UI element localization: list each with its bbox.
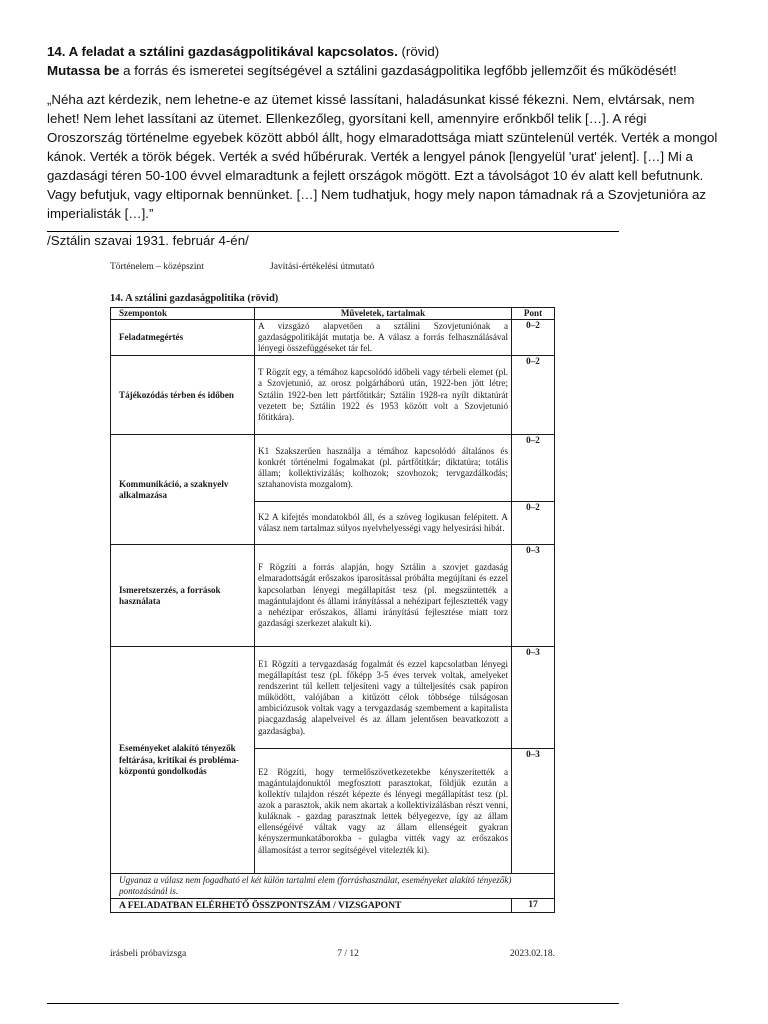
scan-footer — [110, 949, 555, 959]
table-row — [111, 356, 555, 435]
table-row — [111, 320, 555, 356]
row-content: A vizsgázó alapvetően a sztálini Szovjetuniónak a gazdaságpolitikáját mutatja be. A válasz a forrás felhasználásával lényegi összefüggéseket tár fel. — [255, 320, 512, 356]
scan-header-left: Történelem – középszint — [110, 262, 204, 272]
task-instruction-rest: a forrás és ismeretei segítségével a sztálini gazdaságpolitika legfőbb jellemzőit és működését! — [119, 63, 677, 78]
table-total-row — [111, 899, 555, 913]
row-criteria: Ismeretszerzés, a források használata — [111, 545, 255, 647]
task-title — [47, 42, 722, 61]
table-row — [111, 545, 555, 647]
task-text-block — [47, 42, 722, 250]
table-header-row — [111, 308, 555, 320]
col-content-header: Műveletek, tartalmak — [255, 308, 512, 320]
row-points: 0–2 — [512, 502, 555, 545]
task-title-rest: (rövid) — [397, 44, 440, 59]
row-criteria: Tájékozódás térben és időben — [111, 356, 255, 435]
footer-page-number: 7 / 12 — [337, 949, 359, 959]
col-points-header: Pont — [512, 308, 555, 320]
row-content: E2 Rögzíti, hogy termelőszövetkezetekbe kényszerítették a magántulajdonuktól megfosztott parasztokat, földjük ezután a kollektív tulajdon részét képezte és lényegi megállapítást tesz (pl. azok a parasztok, akik nem akartak a kollektivizálásban részt venni, kuláknak - gazdag parasztnak lettek bélyegezve, így az állam ellenségéivé váltak vagy az állam ellenségeit gyakran kényszermunkatáborokba - gulagba vitték vagy az erőszakos államosítást a terror segítségével vitelezték ki). — [255, 749, 512, 874]
scoring-table — [110, 307, 555, 913]
row-points: 0–2 — [512, 435, 555, 502]
divider-line-top — [47, 231, 619, 232]
row-content: K1 Szakszerűen használja a témához kapcsolódó általános és konkrét történelmi fogalmakat (pl. pártfőtitkár; diktatúra; totális állam; kollektivizálás; kolhozok; szovhozok; tervgazdálkodás; sztahanovista mozgalom). — [255, 435, 512, 502]
scan-header-right: Javítási-értékelési útmutató — [270, 262, 375, 272]
source-quote: „Néha azt kérdezik, nem lehetne-e az ütemet kissé lassítani, haladásunkat kissé fékezni. Nem, elvtársak, nem lehet! Nem lehet lassítani az ütemet. Ellenkezőleg, gyorsítani kell, amennyire erőnkből telik […]. A régi Oroszország történelme egyebek között abból állt, hogy elmaradottsága miatt szüntelenül verték. Verték a mongol kánok. Verték a török bégek. Verték a svéd hűbérurak. Verték a lengyel pánok [lengyelül 'urat' jelent]. […] Mi a gazdasági téren 50-100 évvel elmaradtunk a fejlett országok mögött. Ezt a távolságot 10 év alatt kell befutnunk. Vagy befutjuk, vagy eltipornak bennünket. […] Nem tudhatjuk, hogy mely napon támadnak rá a Szovjetunióra az imperialisták […].” — [47, 92, 718, 221]
row-criteria: Eseményeket alakító tényezők feltárása, kritikai és probléma-központú gondolkodás — [111, 647, 255, 874]
table-row — [111, 435, 555, 502]
row-points: 0–3 — [512, 749, 555, 874]
row-points: 0–2 — [512, 320, 555, 356]
row-points: 0–3 — [512, 647, 555, 749]
row-criteria: Kommunikáció, a szaknyelv alkalmazása — [111, 435, 255, 545]
task-title-bold: 14. A feladat a sztálini gazdaságpolitikával kapcsolatos. — [47, 44, 398, 59]
scan-header — [110, 262, 555, 276]
table-row — [111, 647, 555, 749]
row-content: T Rögzít egy, a témához kapcsolódó időbeli vagy térbeli elemet (pl. a Szovjetunió, az orosz polgárháború után, 1922-ben jött létre; Sztálin 1922-ben lett pártfőtitkár; Sztálin 1928-ra nyílt diktatúrát vezetett be; Sztálin 1922 és 1953 között volt a Szovjetunió főtitkára). — [255, 356, 512, 435]
total-points: 17 — [512, 899, 555, 913]
source-attribution: /Sztálin szavai 1931. február 4-én/ — [47, 233, 249, 248]
footer-date: 2023.02.18. — [509, 949, 555, 959]
row-content: E1 Rögzíti a tervgazdaság fogalmát és ezzel kapcsolatban lényegi megállapítást tesz (pl. főképp 3-5 éves tervek voltak, amelyeket rendszerint túl kellett teljesíteni vagy a túlteljesítés csak papíron működött, valójában a kitűzött célok többsége túlságosan ambiciózusok voltak vagy a tervgazdaság szembement a kapitalista piacgazdaság alapelveivel és az állam jelentősen beavatkozott a gazdaságba). — [255, 647, 512, 749]
table-note: Ugyanaz a válasz nem fogadható el két külön tartalmi elem (forráshasználat, eseményeket alakító tényezők) pontozásánál is. — [111, 874, 555, 899]
col-criteria-header: Szempontok — [111, 308, 255, 320]
row-content: K2 A kifejtés mondatokból áll, és a szöveg logikusan felépített. A válasz nem tartalmaz súlyos nyelvhelyességi vagy helyesírási hibát. — [255, 502, 512, 545]
table-note-row — [111, 874, 555, 899]
task-instruction — [47, 61, 722, 80]
row-content: F Rögzíti a forrás alapján, hogy Sztálin a szovjet gazdaság elmaradottságát erőszakos iparosítással próbálta megújítani és ezzel kapcsolatban lényegi megállapítást tesz (pl. megszüntették a magántulajdont és állami irányítással a nehézipart fejlesztették vagy a nehézipar erőszakos, állami irányítású fejlesztése miatt torz gazdasági szerkezet alakult ki). — [255, 545, 512, 647]
divider-line-bottom — [47, 1003, 619, 1004]
scanned-answer-key — [110, 262, 555, 913]
task-instruction-bold: Mutassa be — [47, 63, 120, 78]
total-label: A FELADATBAN ELÉRHETŐ ÖSSZPONTSZÁM / VIZSGAPONT — [111, 899, 512, 913]
footer-left: írásbeli próbavizsga — [110, 949, 187, 959]
scan-subtitle: 14. A sztálini gazdaságpolitika (rövid) — [110, 293, 279, 304]
row-points: 0–3 — [512, 545, 555, 647]
row-points: 0–2 — [512, 356, 555, 435]
row-criteria: Feladatmegértés — [111, 320, 255, 356]
